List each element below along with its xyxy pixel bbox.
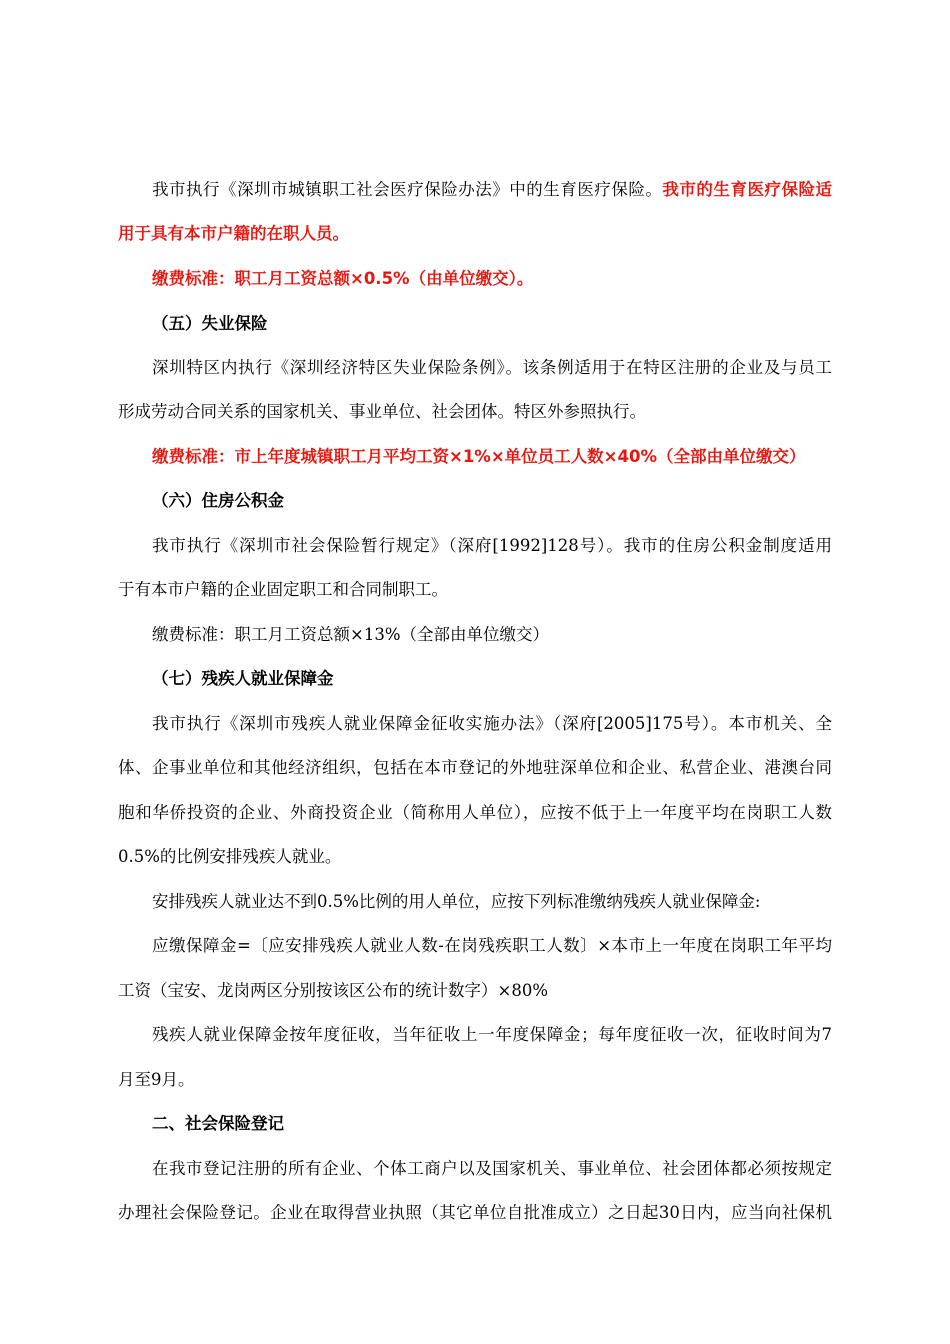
paragraph-maternity-line1 <box>152 179 832 201</box>
paragraph-disability-line2: 体、企事业单位和其他经济组织，包括在本市登记的外地驻深单位和企业、私营企业、港澳台同 <box>118 758 832 777</box>
maternity-fee-standard: 缴费标准：职工月工资总额×0.5%（由单位缴交）。 <box>152 269 534 288</box>
paragraph-text: 我市执行《深圳市城镇职工社会医疗保险办法》中的生育医疗保险。 <box>152 180 663 199</box>
formula-line1: 应缴保障金=〔应安排残疾人就业人数-在岗残疾职工人数〕×本市上一年度在岗职工年平均 <box>152 936 832 955</box>
paragraph-housing-line1: 我市执行《深圳市社会保险暂行规定》（深府[1992]128号）。我市的住房公积金制度适用 <box>152 536 832 555</box>
paragraph-unemployment-line2: 形成劳动合同关系的国家机关、事业单位、社会团体。特区外参照执行。 <box>118 402 646 421</box>
paragraph-housing-line2: 于有本市户籍的企业固定职工和合同制职工。 <box>118 580 448 599</box>
heading-social-insurance-registration: 二、社会保险登记 <box>152 1114 284 1133</box>
paragraph-disability-line1: 我市执行《深圳市残疾人就业保障金征收实施办法》（深府[2005]175号）。本市机关、全 <box>152 714 832 733</box>
paragraph-registration-line1: 在我市登记注册的所有企业、个体工商户以及国家机关、事业单位、社会团体都必须按规定 <box>152 1159 832 1178</box>
paragraph-collection-line1: 残疾人就业保障金按年度征收，当年征收上一年度保障金；每年度征收一次，征收时间为7 <box>152 1025 832 1044</box>
formula-line2: 工资（宝安、龙岗两区分别按该区公布的统计数字）×80% <box>118 981 548 1000</box>
paragraph-collection-line2: 月至9月。 <box>118 1070 195 1089</box>
paragraph-unemployment-line1: 深圳特区内执行《深圳经济特区失业保险条例》。该条例适用于在特区注册的企业及与员工 <box>152 358 832 377</box>
heading-unemployment-insurance: （五）失业保险 <box>152 314 268 333</box>
unemployment-fee-standard: 缴费标准：市上年度城镇职工月平均工资×1%×单位员工人数×40%（全部由单位缴交） <box>152 447 806 466</box>
paragraph-registration-line2: 办理社会保险登记。企业在取得营业执照（其它单位自批准成立）之日起30日内，应当向社保机 <box>118 1203 832 1222</box>
highlighted-text: 我市的生育医疗保险适 <box>662 180 833 199</box>
paragraph-disability-line4: 0.5%的比例安排残疾人就业。 <box>118 847 342 866</box>
heading-disability-fund: （七）残疾人就业保障金 <box>152 669 334 688</box>
paragraph-maternity-line2: 用于具有本市户籍的在职人员。 <box>118 224 349 243</box>
heading-housing-fund: （六）住房公积金 <box>152 491 284 510</box>
paragraph-disability-line3: 胞和华侨投资的企业、外商投资企业（简称用人单位），应按不低于上一年度平均在岗职工人数 <box>118 803 832 822</box>
housing-fee-standard: 缴费标准：职工月工资总额×13%（全部由单位缴交） <box>152 625 549 644</box>
paragraph-disability-threshold: 安排残疾人就业达不到0.5%比例的用人单位，应按下列标准缴纳残疾人就业保障金: <box>152 892 761 911</box>
